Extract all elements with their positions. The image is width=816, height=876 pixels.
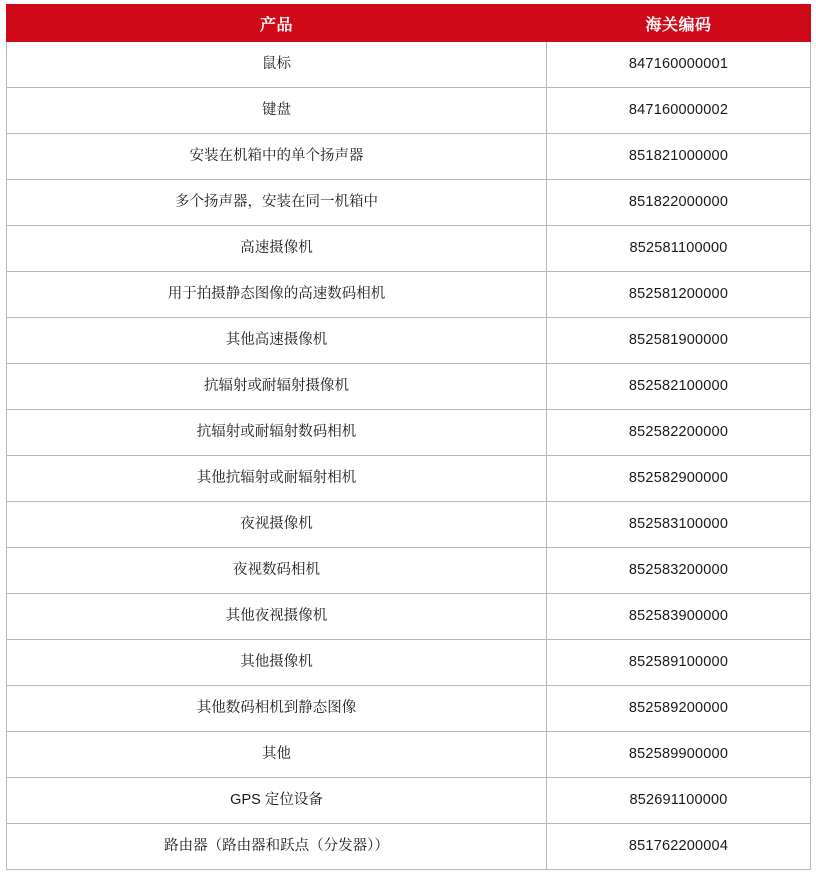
cell-product: 其他 xyxy=(7,732,547,778)
cell-product: GPS 定位设备 xyxy=(7,778,547,824)
table-header xyxy=(7,5,811,42)
cell-product: 抗辐射或耐辐射数码相机 xyxy=(7,410,547,456)
cell-code: 852589900000 xyxy=(547,732,811,778)
cell-product: 其他数码相机到静态图像 xyxy=(7,686,547,732)
cell-code: 852589100000 xyxy=(547,640,811,686)
table-body xyxy=(7,42,811,870)
table-header-row xyxy=(7,5,811,42)
cell-product: 用于拍摄静态图像的高速数码相机 xyxy=(7,272,547,318)
table-row xyxy=(7,456,811,502)
cell-product: 多个扬声器，安装在同一机箱中 xyxy=(7,180,547,226)
cell-product: 高速摄像机 xyxy=(7,226,547,272)
column-header-code: 海关编码 xyxy=(547,5,811,42)
table-row xyxy=(7,180,811,226)
cell-code: 851822000000 xyxy=(547,180,811,226)
column-header-product: 产品 xyxy=(7,5,547,42)
cell-product: 路由器（路由器和跃点（分发器）） xyxy=(7,824,547,870)
cell-product: 夜视数码相机 xyxy=(7,548,547,594)
cell-code: 852581900000 xyxy=(547,318,811,364)
cell-code: 852583200000 xyxy=(547,548,811,594)
cell-code: 852581100000 xyxy=(547,226,811,272)
cell-code: 852582200000 xyxy=(547,410,811,456)
table-row xyxy=(7,410,811,456)
table-row xyxy=(7,548,811,594)
cell-code: 851762200004 xyxy=(547,824,811,870)
table-row xyxy=(7,502,811,548)
table-row xyxy=(7,42,811,88)
cell-code: 852582100000 xyxy=(547,364,811,410)
table-row xyxy=(7,134,811,180)
cell-product: 夜视摄像机 xyxy=(7,502,547,548)
cell-code: 852583100000 xyxy=(547,502,811,548)
cell-product: 鼠标 xyxy=(7,42,547,88)
cell-product: 键盘 xyxy=(7,88,547,134)
table-row xyxy=(7,88,811,134)
table-row xyxy=(7,824,811,870)
table-row xyxy=(7,640,811,686)
cell-code: 852581200000 xyxy=(547,272,811,318)
customs-code-table xyxy=(6,4,811,870)
table-row xyxy=(7,686,811,732)
cell-code: 847160000001 xyxy=(547,42,811,88)
cell-product: 其他抗辐射或耐辐射相机 xyxy=(7,456,547,502)
table-row xyxy=(7,364,811,410)
cell-code: 852589200000 xyxy=(547,686,811,732)
cell-code: 847160000002 xyxy=(547,88,811,134)
table-row xyxy=(7,226,811,272)
cell-product: 抗辐射或耐辐射摄像机 xyxy=(7,364,547,410)
table-row xyxy=(7,272,811,318)
cell-code: 851821000000 xyxy=(547,134,811,180)
table-row xyxy=(7,778,811,824)
table-row xyxy=(7,318,811,364)
table-row xyxy=(7,732,811,778)
cell-code: 852582900000 xyxy=(547,456,811,502)
cell-product: 其他高速摄像机 xyxy=(7,318,547,364)
cell-code: 852583900000 xyxy=(547,594,811,640)
cell-product: 其他摄像机 xyxy=(7,640,547,686)
cell-product: 其他夜视摄像机 xyxy=(7,594,547,640)
cell-code: 852691100000 xyxy=(547,778,811,824)
cell-product: 安装在机箱中的单个扬声器 xyxy=(7,134,547,180)
table-row xyxy=(7,594,811,640)
